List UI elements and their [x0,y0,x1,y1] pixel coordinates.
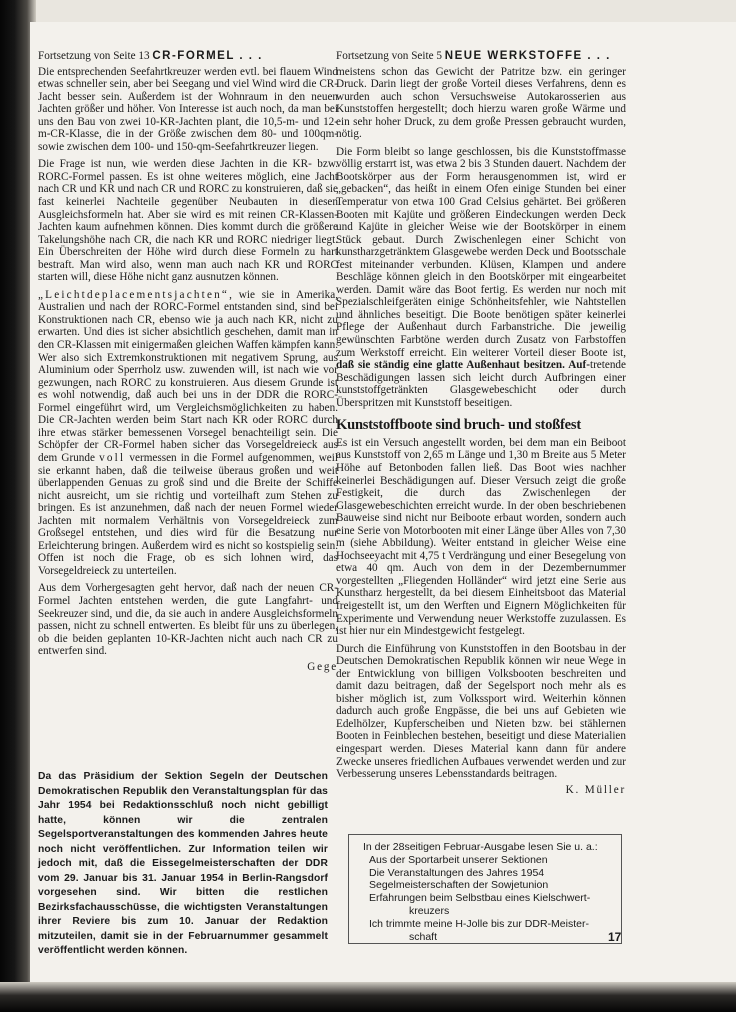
spaced-word: voll [99,451,126,464]
paragraph [38,289,338,578]
section-heading: Kunststoffboote sind bruch- und stoßfest [336,417,581,434]
author-signature: K. Müller [565,783,626,796]
paragraph: Durch die Einführung von Kunststoffen in den Bootsbau in der Deutschen Demokratischen Republik können wir neue Wege in der Entwicklung von billigen Volksbooten beschreiten und damit dazu beitragen, daß der Segelsport noch mehr als es bisher möglich ist, zum Volkssport wird. Weiterhin können dadurch auch große Engpässe, die bei uns auf Gebieten wie Edelhölzer, Kupferscheiben und Nieten bzw. bei stählernen Booten in Feinblechen bestehen, beseitigt und diese Materialien eingespart werden. Dieses Material kann dann für andere Zwecke unseres friedlichen Aufbaues verwendet werden und zur Verbesserung unseres Lebensstandards beitragen. [336,642,626,781]
paragraph-text: vermessen in die Formel aufgenommen, weil sie erkannt haben, daß die teilweise überaus großen und weit überlappenden Genuas zu groß sind und die Breite der Schiffe nicht ausreicht, um sie richtig und vorteilhaft zum Stehen zu bringen. Es ist anzunehmen, daß nach der neuen Formel wieder Jachten mit normalem Verhältnis von Vorsegeldreieck zum Großsegel entstehen, und dies wird für die Besatzung nur Erleichterung bringen. Außerdem wird es nicht so kostspielig sein. Offen ist noch die Frage, ob es sich lohnen wird, das Vorsegeldreieck zu unterteilen. [38,451,338,577]
continued-label: Fortsetzung von Seite 5 [336,50,442,62]
list-item: Aus der Sportarbeit unserer Sektionen [369,853,548,866]
page-number: 17 [608,930,622,944]
paragraph [336,146,626,409]
article-cr-formel [38,50,338,673]
continued-label: Fortsetzung von Seite 13 [38,50,150,62]
author-signature: Gege [307,660,338,673]
list-item: Segelmeisterschaften der Sowjetunion [369,879,549,892]
paragraph: Die Frage ist nun, wie werden diese Jachten in die KR- bzw. RORC-Formel passen. Es ist ohne weiteres möglich, eine Jacht nach CR und KR und nach CR und RORC zu konstruieren, daß sie fast keinerlei Nachteile gegenüber Neubauten in diesen Ausgleichsformeln hat. Aber sie wird es mit reinen CR-Klassen-Jachten kaum aufnehmen können. Dies kommt durch die größere Takelungshöhe nach CR, die nach KR und RORC niedriger liegt. Ein Überschreiten der Höhe wird durch diese Formeln zu hart bestraft. Man wird also, wenn man auch nach KR und RORC starten will, diese Höhe nicht ganz ausnutzen können. [38,158,338,284]
paragraph-text: , wie sie in Amerika, Australien und nach der RORC-Formel entstanden sind, sind bei Konstruktionen nach CR, ebenso wie ja auch nach KR, nicht zu erwarten. Und dies ist sicher absichtlich geschehen, damit man in den CR-Klassen mit einigermaßen gleichen Waffen kämpfen kann. Wer also sich Extremkonstruktionen mit negativem Sprung, aus Aluminium oder Sperrholz usw. zuwenden will, ist nach wie vor gezwungen, nach RORC zu konstruieren. Aus diesem Grunde ist es wohl notwendig, daß auch bei uns in der DDR die RORC-Formel eingeführt wird, um Vergleichsmöglichkeiten zu haben. Die CR-Jachten werden beim Start nach KR oder RORC durch ihre etwas stärker bemessenen Vorsegel benachteiligt sein. Die Schöpfer der CR-Formel haben sicher das Vorsegeldreieck aus dem Grunde [38,288,338,464]
article-title: NEUE WERKSTOFFE . . . [444,50,611,62]
preview-list [363,854,613,944]
preview-box [348,834,622,944]
paragraph-text: Die Form bleibt so lange geschlossen, bis die Kunststoffmasse völlig erstarrt ist, was etwa 2 bis 3 Stunden dauert. Nachdem der Bootskörper aus der Form herausgenommen ist, wird er „gebacken“, das heißt in einem Ofen einige Stunden bei einer Temperatur von etwa 100 Grad Celsius gehärtet. Bei größeren Booten mit Kajüte und größeren Eindeckungen werden Deck und Kajüte in gleicher Weise wie der Bootskörper in einem Stück gebaut. Durch Zwischenlegen einer Schicht von kunstharzgetränktem Glasgewebe werden Deck und Bootsschale fest miteinander verbunden. Klüsen, Klampen und andere Beschläge können gleich in den Bootskörper mit eingearbeitet werden. Damit wäre das Boot fertig. Es werden nur noch mit Spezialschleifgeräten einige Schönheitsfehler, wie Nahtstellen und ähnliches beseitigt. Die Boote benötigen später keinerlei Pflege der Außenhaut durch Farbanstriche. Die jeweilig gewünschten Farbtöne werden durch Zusatz von Farbstoffen zum Werkstoff erreicht. Ein weiterer Vorteil dieser Boote ist, [336,145,626,359]
list-item: Ich trimmte meine H-Jolle bis zur DDR-Meister- [369,917,589,930]
list-item: Erfahrungen beim Selbstbau eines Kielschwert- [369,892,591,905]
bold-text: daß sie ständig eine glatte Außenhaut besitzen. Auf- [336,359,590,372]
preview-intro: In der 28seitigen Februar-Ausgabe lesen Sie u. a.: [363,841,598,853]
article-neue-werkstoffe [336,50,626,796]
continued-heading-right [336,50,626,63]
continued-heading-left [38,50,338,63]
paragraph-text: tretende Beschädigungen lassen sich leicht durch Aufbringen einer kunststoffgetränkten Glasgewebeschicht oder durch Überspritzen mit Kunststoff beseitigen. [336,359,626,409]
list-item: kreuzers [409,904,450,917]
paragraph: meistens schon das Gewicht der Patritze bzw. ein geringer Druck. Darin liegt der große Vorteil dieses Verfahrens, denn es wurden auch schon Versuchsweise Autokarosserien aus Kunststoffen hergestellt; doch hierzu waren große Wärme und ein sehr hoher Druck, zu dem große Pressen gebraucht wurden, nötig. [336,65,626,141]
list-item: Die Veranstaltungen des Jahres 1954 [369,866,545,879]
spaced-term: „Leichtdeplacementsjachten“ [38,288,230,301]
article-title: CR-FORMEL . . . [152,50,263,62]
editorial-notice: Da das Präsidium der Sektion Segeln der Deutschen Demokratischen Republik den Veranstaltungsplan für das Jahr 1954 bei Redaktionsschluß noch nicht gebilligt hatte, können wir die zentralen Segelsportveranstaltungen des kommenden Jahres heute noch nicht veröffentlichen. Zur Information teilen wir jedoch mit, daß die Eissegelmeisterschaften der DDR vom 29. Januar bis 31. Januar 1954 in Berlin-Rangsdorf vorgesehen sind. Wir bitten die restlichen Bezirksfachausschüsse, die wichtigsten Veranstaltungen ihrer Reviere bis zum 10. Januar der Redaktion mitzuteilen, damit sie in der Februarnummer gesammelt veröffentlicht werden können. [38,771,328,956]
list-item: schaft [409,930,438,943]
paragraph: Aus dem Vorhergesagten geht hervor, daß nach der neuen CR-Formel Jachten entstehen werden, die gute Langfahrt- und Seekreuzer sind, und die, da sie auch in andere Ausgleichsformeln passen, nicht zu schnell entwerten. Es bleibt für uns zu überlegen, ob die beiden geplanten 10-KR-Jachten nicht auch nach CR zu entwerfen sind. [38,582,338,658]
magazine-page [30,22,736,984]
paragraph: Es ist ein Versuch angestellt worden, bei dem man ein Beiboot aus Kunststoff von 2,65 m Länge und 1,30 m Breite aus 5 Meter Höhe auf Betonboden fallen ließ. Das Boot wies nachher keinerlei Beschädigungen auf. Dieser Versuch zeigt die große Festigkeit, die durch das Zwischenlegen der Glasgewebeschichten erreicht wurde. In der oben beschriebenen Bauweise sind nicht nur Beiboote erbaut worden, sondern auch eine Serie von Motorbooten mit einer Länge über Alles von 7,30 m (siehe Abbildung). Weiter entstand in gleicher Weise eine Hochseeyacht mit 4,75 t Verdrängung und einer Besegelung von etwa 40 qm. Auch von dem in der Dezembernummer vorgestellten „Fliegenden Holländer“ wird jetzt eine Serie aus Kunstharz hergestellt, da bei diesem Einheitsboot das Material freigestellt ist, um den Werften und Eignern Möglichkeiten für Experimente und Verwendung neuer Werkstoffe zuzulassen. Es ist hier nur ein Mindestgewicht festgelegt. [336,436,626,638]
paragraph: Die entsprechenden Seefahrtkreuzer werden evtl. bei flauem Wind etwas schneller sein, aber bei Seegang und viel Wind wird die CR-Jacht besser sein. Außerdem ist der Wohnraum in den neuen Jachten größer und höher. Von Interesse ist auch noch, da man bei uns den Bau von zwei 10-KR-Jachten plant, die 10,5-m- und 12-m-CR-Klasse, die in der Größe zwischen dem 80- und 100qm- sowie zwischen dem 100- und 150-qm-Seefahrtkreuzer liegen. [38,65,338,153]
scan-edge-bottom [0,982,736,1012]
